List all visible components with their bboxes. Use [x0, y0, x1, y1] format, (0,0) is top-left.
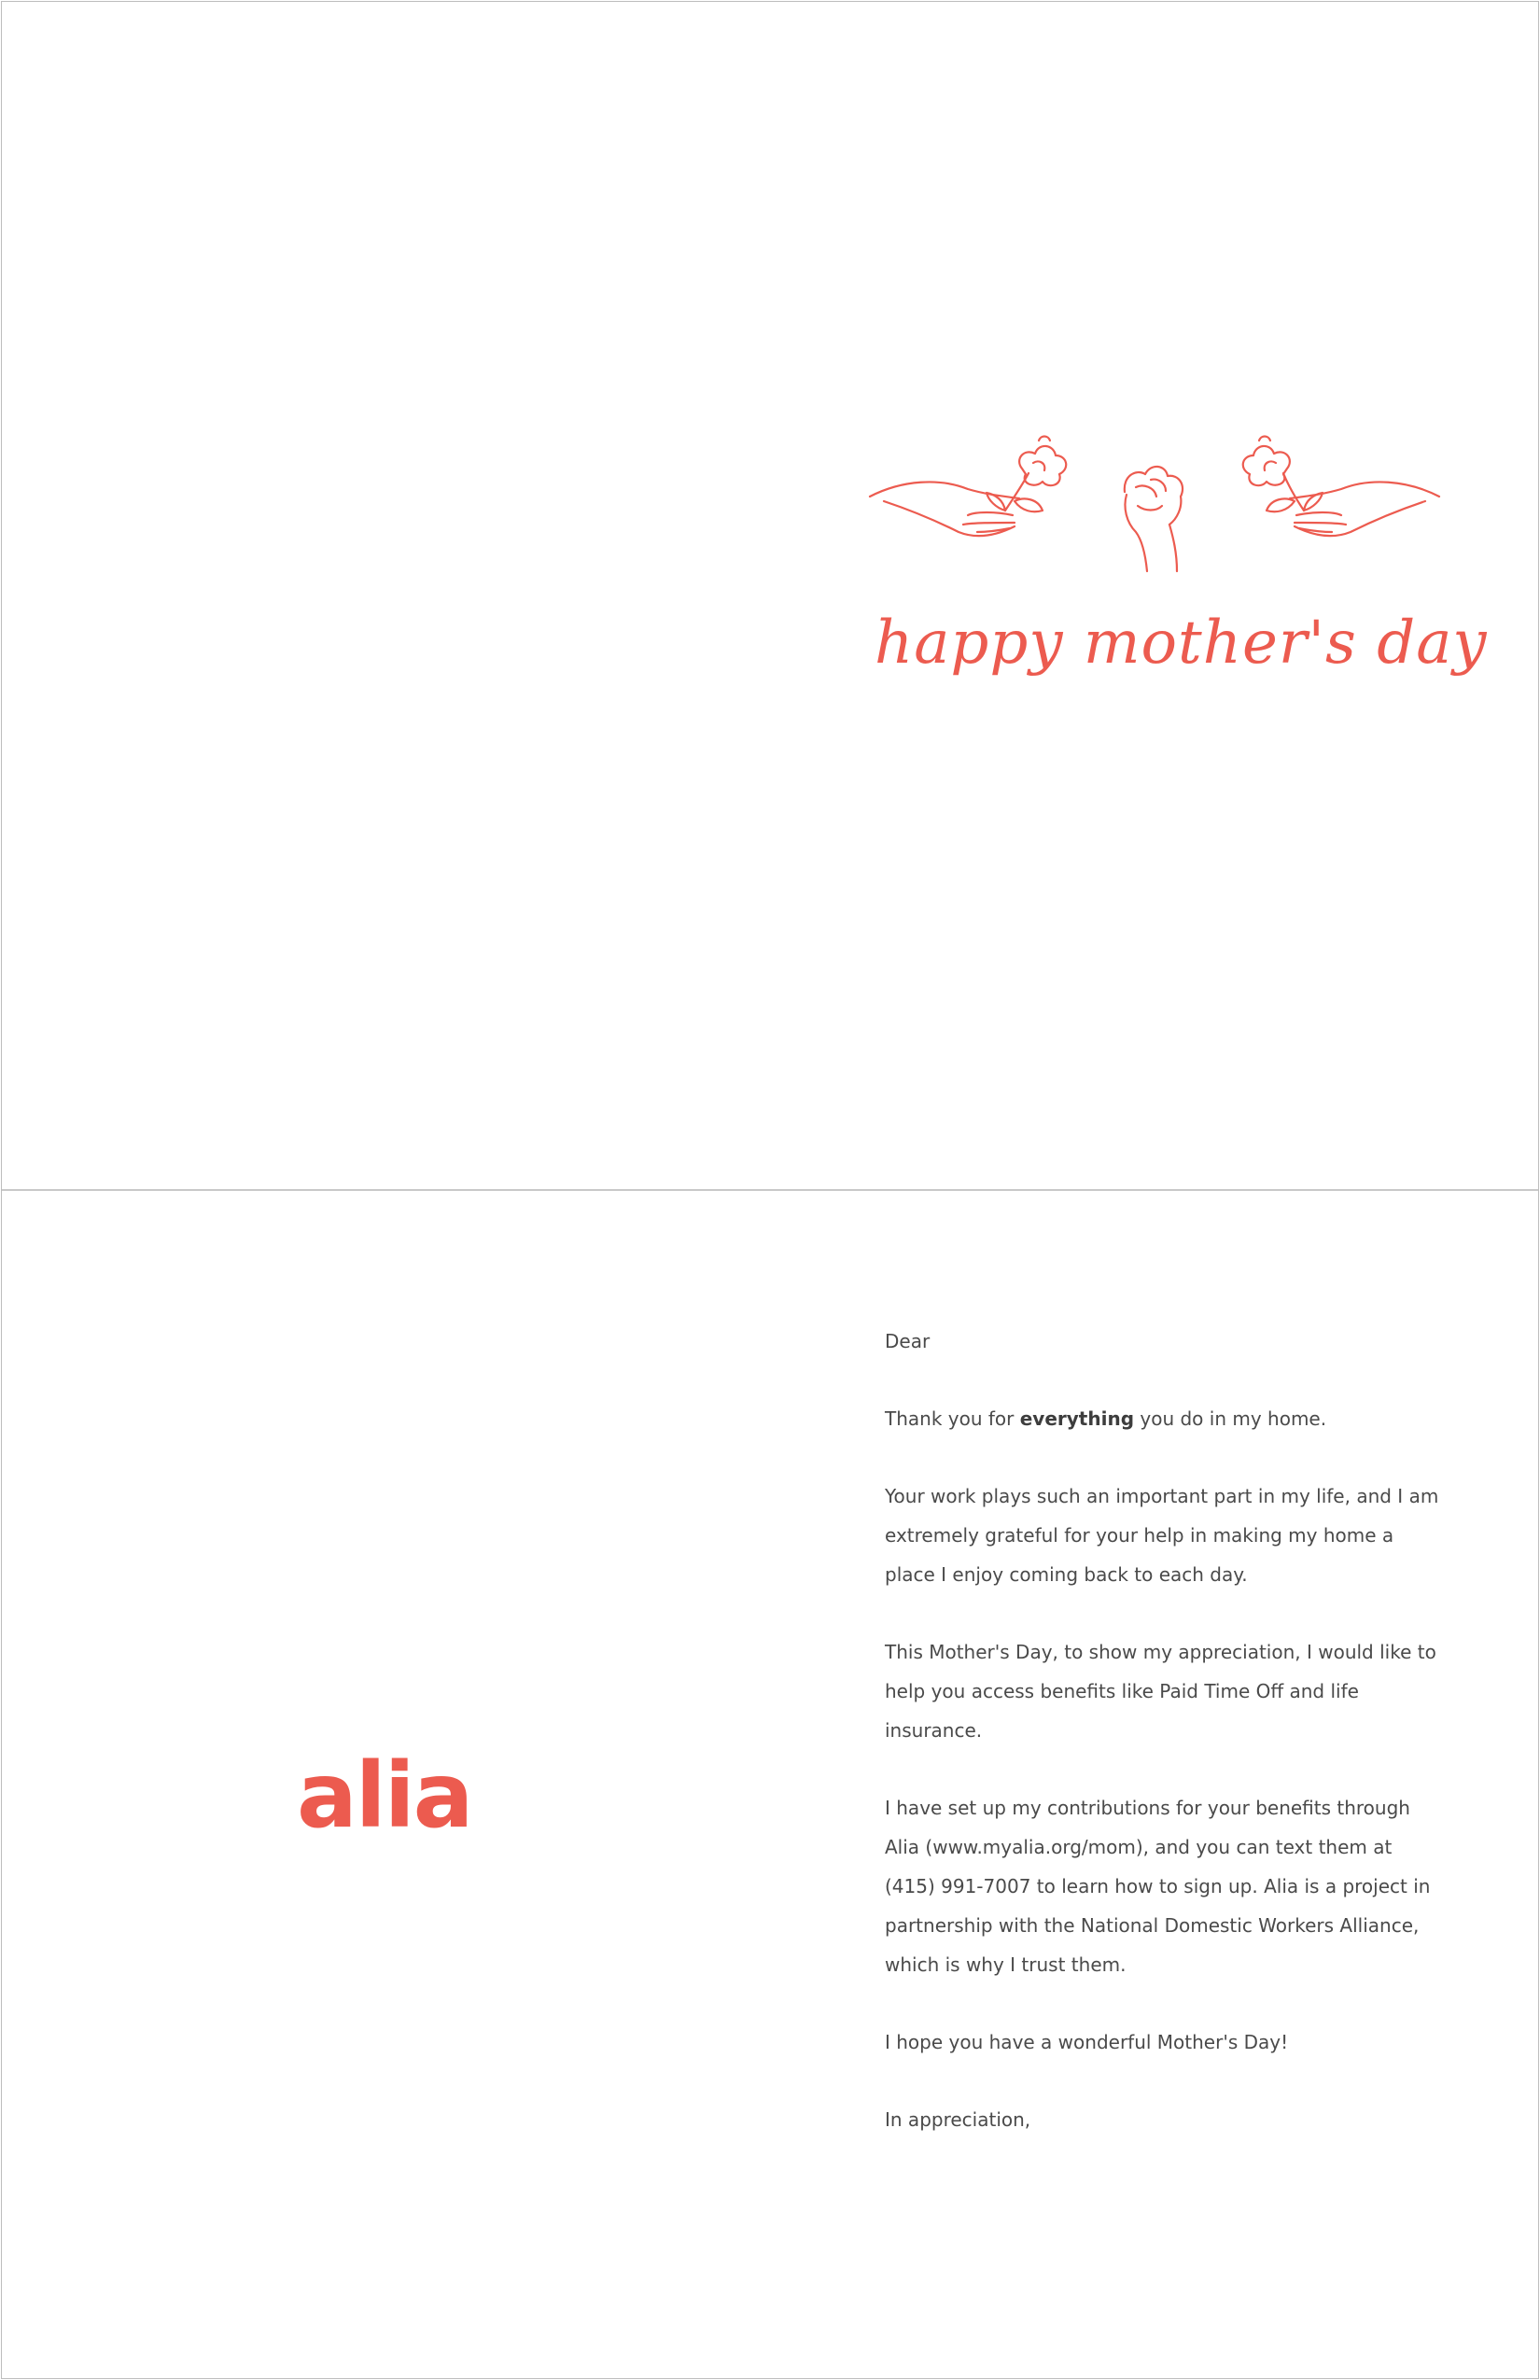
- letter-paragraph-work: Your work plays such an important part in my life, and I am extremely grateful for your help in making my home a place I enjoy coming back to each day.: [885, 1485, 1439, 1586]
- letter-p1-emphasis: everything: [1019, 1407, 1135, 1430]
- greeting-card: [1, 1, 1539, 2379]
- letter-p1-end: you do in my home.: [1134, 1407, 1327, 1430]
- card-inside-panel: [2, 1191, 1538, 2378]
- letter-p1-start: Thank you for: [885, 1407, 1020, 1430]
- alia-logo: alia: [297, 1743, 472, 1848]
- letter-paragraph-alia: I have set up my contributions for your benefits through Alia (www.myalia.org/mom), and you can text them at (415) 991-7007 to learn how to sign up. Alia is a project in partnership with the National Domestic Workers Alliance, which is why I trust them.: [885, 1797, 1431, 1976]
- hands-flowers-fist-icon: [865, 422, 1444, 590]
- letter-paragraph-thanks: [885, 1399, 1445, 1438]
- card-front-panel: [2, 2, 1538, 1189]
- letter-paragraph-wish: I hope you have a wonderful Mother's Day!: [885, 2031, 1289, 2053]
- letter-closing: In appreciation,: [885, 2108, 1031, 2131]
- letter-body: [885, 1322, 1445, 2177]
- hands-flowers-fist-illustration: [865, 422, 1444, 590]
- letter-salutation: Dear: [885, 1330, 931, 1352]
- letter-paragraph-benefits: This Mother's Day, to show my appreciation, I would like to help you access benefits like Paid Time Off and life insurance.: [885, 1641, 1436, 1742]
- greeting-title: happy mother's day: [875, 609, 1488, 678]
